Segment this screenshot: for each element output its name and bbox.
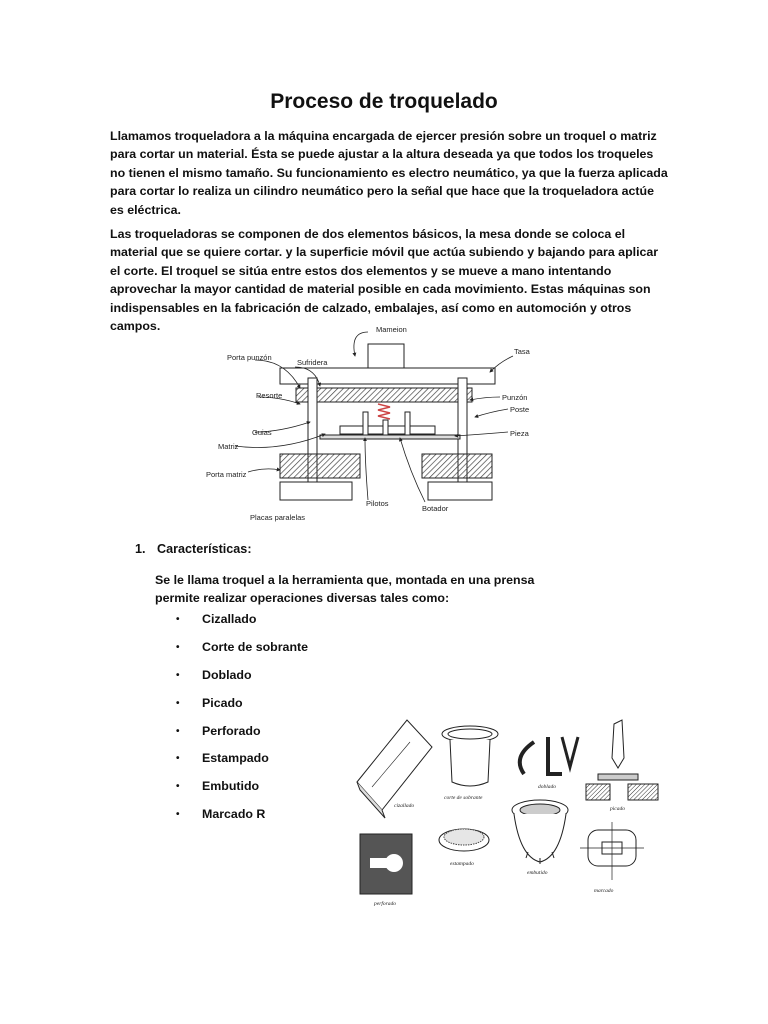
list-item: • Embutido <box>176 779 260 794</box>
label-botador: Botador <box>422 504 449 513</box>
label-porta-punzon: Porta punzón <box>227 353 272 362</box>
label-estampado: estampado <box>450 861 474 867</box>
perforado-figure <box>360 834 412 907</box>
corte-de-sobrante-figure <box>442 726 498 801</box>
label-corte-de-sobrante: corte de sobrante <box>444 795 483 801</box>
label-punzon: Punzón <box>502 393 528 402</box>
bullet-icon: • <box>176 669 180 681</box>
section-number: 1. <box>135 542 146 556</box>
bullet-icon: • <box>176 781 180 793</box>
bullet-icon: • <box>176 697 180 709</box>
label-pieza: Pieza <box>510 429 529 438</box>
label-placas-paralelas: Placas paralelas <box>250 513 306 522</box>
label-porta-matriz: Porta matriz <box>206 470 247 479</box>
label-poste: Poste <box>510 405 530 414</box>
bullet-icon: • <box>176 641 180 653</box>
label-resorte: Resorte <box>256 391 283 400</box>
label-matriz: Matriz <box>218 442 239 451</box>
label-mameion: Mameion <box>376 325 407 334</box>
list-item: • Perforado <box>176 723 261 738</box>
label-sufridera: Sufridera <box>297 358 328 367</box>
list-item: • Doblado <box>176 667 252 682</box>
document-title: Proceso de troquelado <box>270 90 498 113</box>
picado-figure <box>586 720 658 812</box>
operations-list <box>176 612 308 835</box>
label-perforado: perforado <box>374 901 396 907</box>
section-heading <box>135 542 252 556</box>
section-heading-text: Características: <box>157 542 252 556</box>
label-doblado: doblado <box>538 784 557 790</box>
operations-illustration <box>352 712 668 912</box>
doblado-figure <box>520 737 578 790</box>
list-item: • Estampado <box>176 751 269 766</box>
die-press-diagram <box>200 322 550 522</box>
intro-paragraph-2: Las troqueladoras se componen de dos elementos básicos, la mesa donde se coloca el material que se quiere cortar. y la superficie móvil que actúa subiendo y bajando para aplicar el corte. El troquel se sitúa entre estos dos elementos y se mueve a mano intentando aprovechar la mayor cantidad de material posible en cada movimiento. Estas máquinas son indispensables en la fabricación de calzado, embalajes, así como en automoción y otros campos. <box>110 227 659 334</box>
label-pilotos: Pilotos <box>366 499 389 508</box>
label-cizallado: cizallado <box>394 803 415 809</box>
section-intro: Se le llama troquel a la herramienta que, montada en una prensa permite realizar operaciones diversas tales como: <box>155 573 535 605</box>
list-item: • Marcado R <box>176 807 266 822</box>
bullet-icon: • <box>176 725 180 737</box>
bullet-icon: • <box>176 614 180 625</box>
intro-paragraph-1: Llamamos troqueladora a la máquina encargada de ejercer presión sobre un troquel o matriz para cortar un material. Ésta se puede ajustar a la altura deseada ya que todos los troqueles no tienen el mismo tamaño. Su funcionamiento es electro neumático, ya que la fuerza aplicada para cortar lo realiza un cilindro neumático pero la señal que hace que la troqueladora actúe es eléctrica. <box>110 129 668 217</box>
label-embutido: embutido <box>527 870 548 876</box>
embutido-figure <box>512 800 568 876</box>
list-item: • Cizallado <box>176 612 257 626</box>
estampado-figure <box>439 829 489 867</box>
list-item: • Corte de sobrante <box>176 639 309 654</box>
bullet-icon: • <box>176 809 180 821</box>
bullet-icon: • <box>176 753 180 765</box>
cizallado-figure <box>357 720 432 818</box>
marcado-figure <box>580 822 644 894</box>
label-picado: picado <box>610 806 625 812</box>
label-marcado: marcado <box>594 888 614 894</box>
label-tasa: Tasa <box>514 347 530 356</box>
list-item: • Picado <box>176 695 243 710</box>
label-guias: Guias <box>252 428 272 437</box>
